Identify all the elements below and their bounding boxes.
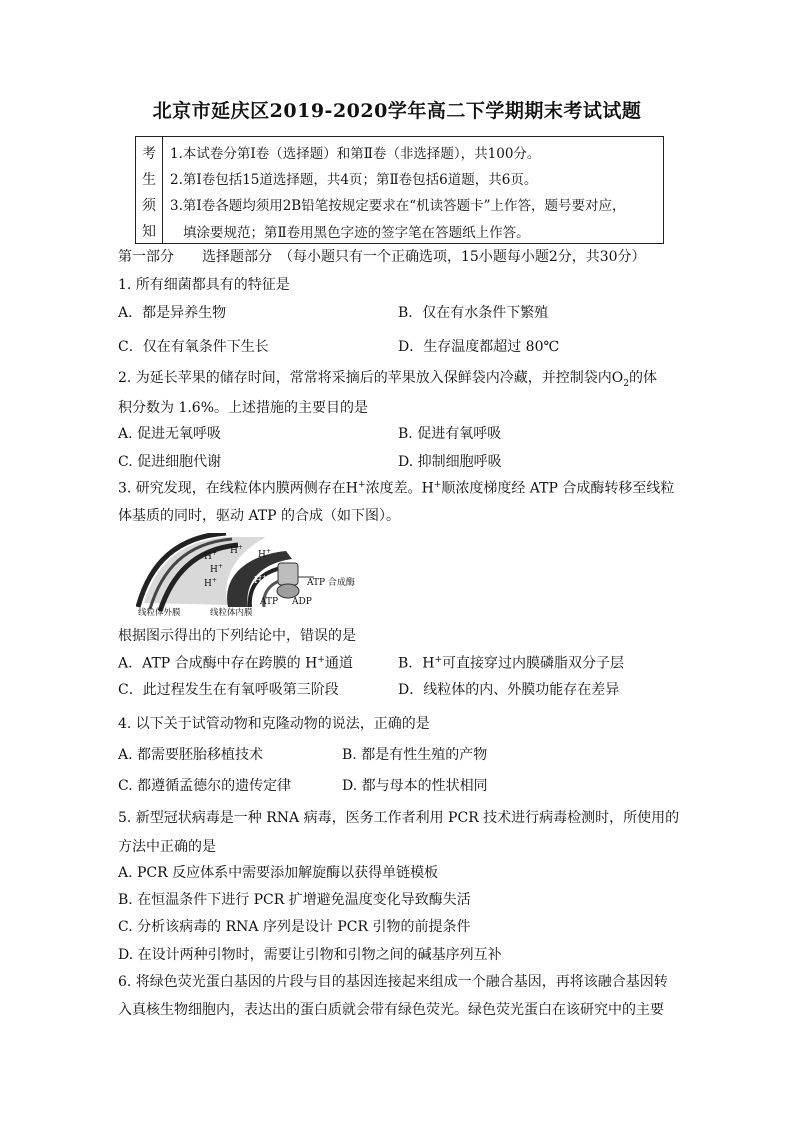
mitochondria-membrane-figure xyxy=(136,533,370,618)
question-stem: 2. 为延长苹果的储存时间，常常将采摘后的苹果放入保鲜袋内冷藏，并控制袋内$O_2$的体 xyxy=(118,370,658,389)
option-a: A. PCR 反应体系中需要添加解旋酶以获得单链模板 xyxy=(118,865,439,881)
option-c: C. 促进细胞代谢 xyxy=(118,454,222,470)
question-stem-cont: 方法中正确的是 xyxy=(118,839,216,855)
question-stem: 3. 研究发现，在线粒体内膜两侧存在H+浓度差。H+顺浓度梯度经 ATP 合成酶转移至线粒 xyxy=(118,480,675,497)
h-ion-label: H+ xyxy=(254,574,267,586)
h-ion-label: H+ xyxy=(210,563,223,575)
option-c: C. 分析该病毒的 RNA 序列是设计 PCR 引物的前提条件 xyxy=(118,919,471,935)
notice-line: 1.本试卷分第Ⅰ卷（选择题）和第Ⅱ卷（非选择题），共100分。 xyxy=(170,146,541,162)
option-b: B. 在恒温条件下进行 PCR 扩增避免温度变化导致酶失活 xyxy=(118,892,471,908)
option-d: D．线粒体的内、外膜功能存在差异 xyxy=(398,682,620,698)
question-stem-cont: 积分数为 1.6%。上述措施的主要目的是 xyxy=(118,400,369,416)
exam-title: 北京市延庆区2019-2020学年高二下学期期末考试试题 xyxy=(152,100,642,122)
option-b: B. 促进有氧呼吸 xyxy=(398,426,502,442)
question-stem-cont: 入真核生物细胞内，表达出的蛋白质就会带有绿色荧光。绿色荧光蛋白在该研究中的主要 xyxy=(118,1002,664,1018)
question-stem-cont: 体基质的同时，驱动 ATP 的合成（如下图）。 xyxy=(118,508,401,524)
option-a: A．都是异养生物 xyxy=(118,305,227,321)
atp-synthase-label: ATP 合成酶 xyxy=(307,578,355,588)
h-ion-label: H+ xyxy=(204,550,217,562)
notice-side-char: 考 xyxy=(142,146,156,162)
question-stem: 4. 以下关于试管动物和克隆动物的说法，正确的是 xyxy=(118,716,430,732)
h-ion-label: H+ xyxy=(230,544,243,556)
atp-label: ATP xyxy=(260,597,279,607)
option-c: C．此过程发生在有氧呼吸第三阶段 xyxy=(118,682,339,698)
notice-side-char: 须 xyxy=(142,198,156,214)
option-d: D. 在设计两种引物时，需要让引物和引物之间的碱基序列互补 xyxy=(118,947,502,963)
notice-line: 填涂要规范；第Ⅱ卷用黑色字迹的签字笔在答题纸上作答。 xyxy=(183,225,530,241)
option-c: C．仅在有氧条件下生长 xyxy=(118,339,269,355)
notice-side-char: 生 xyxy=(142,172,156,188)
question-stem: 1. 所有细菌都具有的特征是 xyxy=(118,277,290,293)
h-ion-label: H+ xyxy=(258,548,271,560)
option-a: A. 促进无氧呼吸 xyxy=(118,426,222,442)
option-a: A．ATP 合成酶中存在跨膜的 H+通道 xyxy=(118,655,353,672)
question-stem: 5. 新型冠状病毒是一种 RNA 病毒，医务工作者利用 PCR 技术进行病毒检测时，所使用的 xyxy=(118,810,680,826)
option-b: B．H+可直接穿过内膜磷脂双分子层 xyxy=(398,655,625,672)
question-lead: 根据图示得出的下列结论中，错误的是 xyxy=(118,628,356,644)
option-d: D．生存温度都超过 80℃ xyxy=(398,339,560,355)
option-b: B. 都是有性生殖的产物 xyxy=(342,747,488,763)
option-d: D. 都与母本的性状相同 xyxy=(342,778,488,794)
option-a: A. 都需要胚胎移植技术 xyxy=(118,747,264,763)
notice-line: 3.第Ⅰ卷各题均须用2B铅笔按规定要求在“机读答题卡”上作答，题号要对应， xyxy=(170,198,626,214)
notice-line: 2.第Ⅰ卷包括15道选择题，共4页；第Ⅱ卷包括6道题，共6页。 xyxy=(170,172,538,188)
exam-notice-box xyxy=(135,136,664,244)
h-ion-label: H+ xyxy=(204,577,217,589)
adp-label: ADP xyxy=(292,597,312,607)
option-b: B．仅在有水条件下繁殖 xyxy=(398,305,549,321)
inner-membrane-label: 线粒体内膜 xyxy=(210,608,253,618)
notice-side-label xyxy=(136,137,163,243)
option-c: C. 都遵循孟德尔的遗传定律 xyxy=(118,778,292,794)
notice-side-char: 知 xyxy=(142,224,156,240)
option-d: D. 抑制细胞呼吸 xyxy=(398,454,502,470)
section-heading: 第一部分 选择题部分 （每小题只有一个正确选项，15小题每小题2分，共30分） xyxy=(118,249,646,265)
question-stem: 6. 将绿色荧光蛋白基因的片段与目的基因连接起来组成一个融合基因，再将该融合基因转 xyxy=(118,974,668,990)
outer-membrane-label: 线粒体外膜 xyxy=(138,608,181,618)
